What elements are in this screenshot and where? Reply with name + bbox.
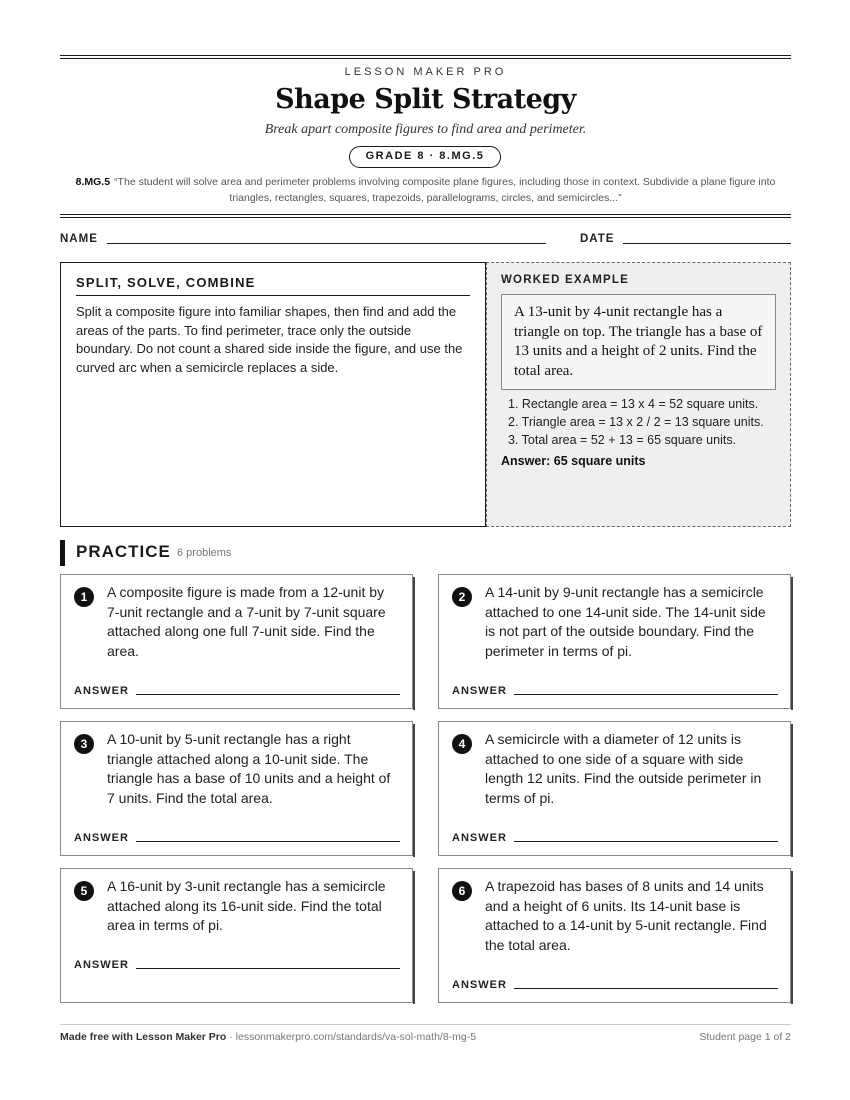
problem-number-badge: 6 bbox=[452, 881, 472, 901]
header-rule-inner bbox=[60, 217, 791, 218]
standard-code: 8.MG.5 bbox=[75, 176, 111, 188]
practice-title: PRACTICE bbox=[76, 542, 171, 561]
header-rule bbox=[60, 214, 791, 215]
problem-text: A 10-unit by 5-unit rectangle has a right triangle attached along a 10-unit side. The triangle has a base of 10 units and a height of 7 units. Find the total area. bbox=[107, 731, 391, 806]
answer-label: ANSWER bbox=[452, 832, 507, 844]
page-title: Shape Split Strategy bbox=[275, 84, 576, 115]
answer-label: ANSWER bbox=[452, 979, 507, 991]
answer-label: ANSWER bbox=[74, 832, 129, 844]
answer-label: ANSWER bbox=[74, 685, 129, 697]
worked-example-answer: Answer: 65 square units bbox=[501, 454, 646, 468]
practice-count: 6 problems bbox=[177, 547, 232, 559]
problem-text: A composite figure is made from a 12-unit by 7-unit rectangle and a 7-unit by 7-unit square attached along one full 7-unit side. Find the area. bbox=[107, 584, 386, 659]
top-rule-inner bbox=[60, 58, 791, 59]
problem-text: A 16-unit by 3-unit rectangle has a semicircle attached along its 16-unit side. Find the total area in terms of pi. bbox=[107, 878, 386, 933]
worked-example-step: 1. Rectangle area = 13 x 4 = 52 square units. bbox=[508, 397, 759, 411]
answer-label: ANSWER bbox=[74, 959, 129, 971]
footer-rule bbox=[60, 1024, 791, 1025]
footer-separator: · bbox=[226, 1031, 236, 1043]
answer-field[interactable] bbox=[514, 841, 778, 842]
answer-field[interactable] bbox=[514, 694, 778, 695]
problem-text: A semicircle with a diameter of 12 units is attached to one side of a square with side length 12 units. Find the outside perimeter in terms of pi. bbox=[485, 731, 762, 806]
name-label: NAME bbox=[60, 233, 98, 245]
problem-card-2 bbox=[438, 574, 791, 709]
page-subtitle: Break apart composite figures to find area and perimeter. bbox=[264, 122, 587, 137]
problem-number-badge: 5 bbox=[74, 881, 94, 901]
worked-example-title: WORKED EXAMPLE bbox=[501, 274, 629, 286]
footer-made-with: Made free with Lesson Maker Pro bbox=[60, 1031, 227, 1043]
standard-text: “The student will solve area and perimeter problems involving composite plane figures, including those in context. Subdivide a plane figure into triangles, rectangles, squares, trapezoids, parallelograms, circles, and semicircles...” bbox=[114, 176, 776, 204]
worked-example-problem: A 13-unit by 4-unit rectangle has a triangle on top. The triangle has a base of 13 units and a height of 2 units. Find the total area. bbox=[501, 294, 776, 390]
worked-example-step: 2. Triangle area = 13 x 2 / 2 = 13 square units. bbox=[508, 415, 764, 429]
problem-number-badge: 2 bbox=[452, 587, 472, 607]
answer-field[interactable] bbox=[136, 694, 400, 695]
problem-number-badge: 3 bbox=[74, 734, 94, 754]
worksheet-page bbox=[60, 0, 791, 1100]
worked-example-panel bbox=[486, 262, 791, 527]
date-label: DATE bbox=[580, 233, 615, 245]
problem-number-badge: 1 bbox=[74, 587, 94, 607]
footer-page-number: Student page 1 of 2 bbox=[699, 1031, 791, 1043]
problem-card-5 bbox=[60, 868, 413, 1003]
problem-card-1 bbox=[60, 574, 413, 709]
name-field[interactable] bbox=[107, 243, 546, 244]
problem-number-badge: 4 bbox=[452, 734, 472, 754]
answer-field[interactable] bbox=[136, 841, 400, 842]
practice-accent-bar bbox=[60, 540, 65, 566]
strategy-text: Split a composite figure into familiar shapes, then find and add the areas of the parts. To find perimeter, trace only the outside boundary. Do not count a shared side inside the figure, and use the curved arc when a semicircle replaces a side. bbox=[76, 304, 463, 375]
grade-badge: GRADE 8 · 8.MG.5 bbox=[349, 146, 501, 168]
answer-field[interactable] bbox=[136, 968, 400, 969]
footer-url[interactable]: lessonmakerpro.com/standards/va-sol-math/8-mg-5 bbox=[235, 1031, 477, 1043]
answer-label: ANSWER bbox=[452, 685, 507, 697]
problem-card-3 bbox=[60, 721, 413, 856]
brand-name: LESSON MAKER PRO bbox=[344, 66, 507, 78]
standard-description bbox=[60, 174, 791, 206]
answer-field[interactable] bbox=[514, 988, 778, 989]
footer-credit bbox=[60, 1031, 476, 1043]
problem-card-6 bbox=[438, 868, 791, 1003]
strategy-title: SPLIT, SOLVE, COMBINE bbox=[76, 275, 470, 296]
problem-text: A trapezoid has bases of 8 units and 14 units and a height of 6 units. Its 14-unit base is attached to a 14-unit by 5-unit rectangle. Find the total area. bbox=[485, 878, 767, 953]
problem-card-4 bbox=[438, 721, 791, 856]
top-rule bbox=[60, 55, 791, 56]
worked-example-steps bbox=[501, 395, 776, 449]
problem-text: A 14-unit by 9-unit rectangle has a semicircle attached to one 14-unit side. The 14-unit side is not part of the outside boundary. Find the perimeter in terms of pi. bbox=[485, 584, 766, 659]
worked-example-step: 3. Total area = 52 + 13 = 65 square units. bbox=[508, 433, 737, 447]
strategy-panel bbox=[60, 262, 486, 527]
date-field[interactable] bbox=[623, 243, 791, 244]
